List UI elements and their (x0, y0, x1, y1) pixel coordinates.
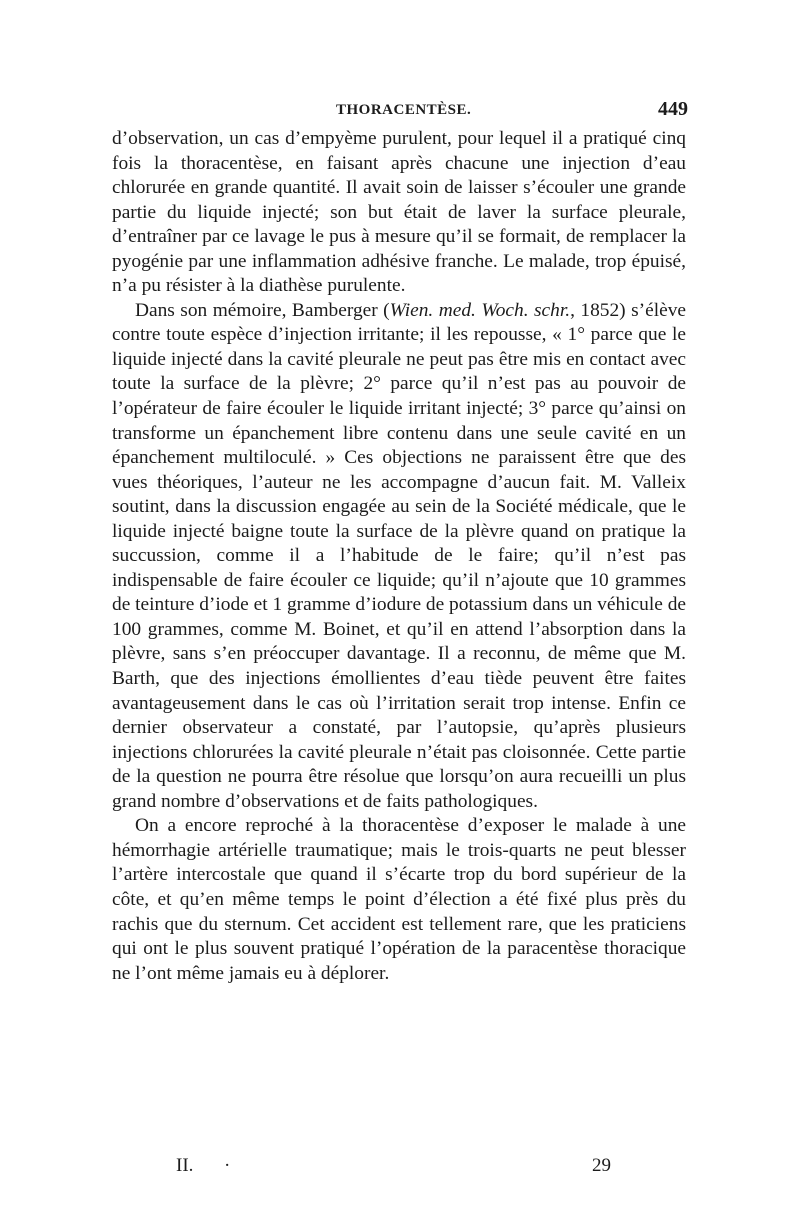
text-run: On a encore reproché à la thoracentèse d’exposer le malade à une hémorrhagie artérielle traumatique; mais le trois-quarts ne peut blesser l’artère intercostale que quand il s’écarte trop du bord supérieur de la côte, et qu’en même temps le point d’élection a été fixé plus près du rachis que du sternum. Cet accident est tellement rare, que les praticiens qui ont le plus souvent pratiqué l’opération de la paracentèse thoracique ne l’ont même jamais eu à déplorer. (112, 815, 686, 984)
text-run: d’observation, un cas d’empyème purulent, pour lequel il a pratiqué cinq fois la thoracentèse, en faisant après chacune une injection d’eau chlorurée en grande quantité. Il avait soin de laisser s’écouler une grande partie du liquide injecté; son but était de laver la surface pleurale, d’entraîner par ce lavage le pus à mesure qu’il se formait, de remplacer la pyogénie par une inflammation adhésive franche. Le malade, trop épuisé, n’a pu résister à la diathèse purulente. (112, 128, 686, 297)
page-header (112, 98, 688, 128)
citation-title: Wien. med. Woch. schr. (389, 299, 571, 321)
page-number: 449 (658, 98, 688, 120)
paragraph (112, 814, 686, 986)
signature-mark-dot: · (224, 1155, 231, 1176)
paragraph (112, 127, 686, 299)
text-run: Dans son mémoire, Bamberger ( (135, 299, 390, 321)
page-footer (112, 1155, 688, 1181)
text-run: , 1852) s’élève contre toute espèce d’injection irritante; il les repousse, « 1° parce que le liquide injecté dans la cavité pleurale ne peut pas être mis en contact avec toute la surface de la plèvre; 2° parce qu’il n’est pas au pouvoir de l’opérateur de faire écouler le liquide irritant injecté; 3° parce qu’ainsi on transforme un épanchement libre contenu dans une seule cavité en un épanchement multiloculé. » Ces objections ne paraissent être que des vues théoriques, l’auteur ne les accompagne d’aucun fait. M. Valleix soutint, dans la discussion engagée au sein de la Société médicale, que le liquide injecté baigne toute la surface de la plèvre quand on pratique la succussion, comme il a l’habitude de le faire; qu’il n’est pas indispensable de faire écouler ce liquide; qu’il n’ajoute que 10 grammes de teinture d’iode et 1 gramme d’iodure de potassium dans un véhicule de 100 grammes, comme M. Boinet, et qu’il en attend l’absorption dans la plèvre, sans s’en préoccuper davantage. Il a reconnu, de même que M. Barth, que des injections émollientes d’eau tiède peuvent être faites avantageusement dans le cas où l’irritation serait trop intense. Enfin ce dernier observateur a constaté, par l’autopsie, qu’après plusieurs injections chlorurées la cavité pleurale n’était pas cloisonnée. Cette partie de la question ne pourra être résolue que lorsqu’on aura recueilli un plus grand nombre d’observations et de faits pathologiques. (112, 299, 687, 812)
signature-mark-left: II. (176, 1155, 194, 1176)
paragraph (112, 299, 686, 814)
running-title: THORACENTÈSE. (336, 102, 472, 118)
signature-mark-right: 29 (592, 1155, 611, 1176)
body-text (112, 127, 686, 986)
